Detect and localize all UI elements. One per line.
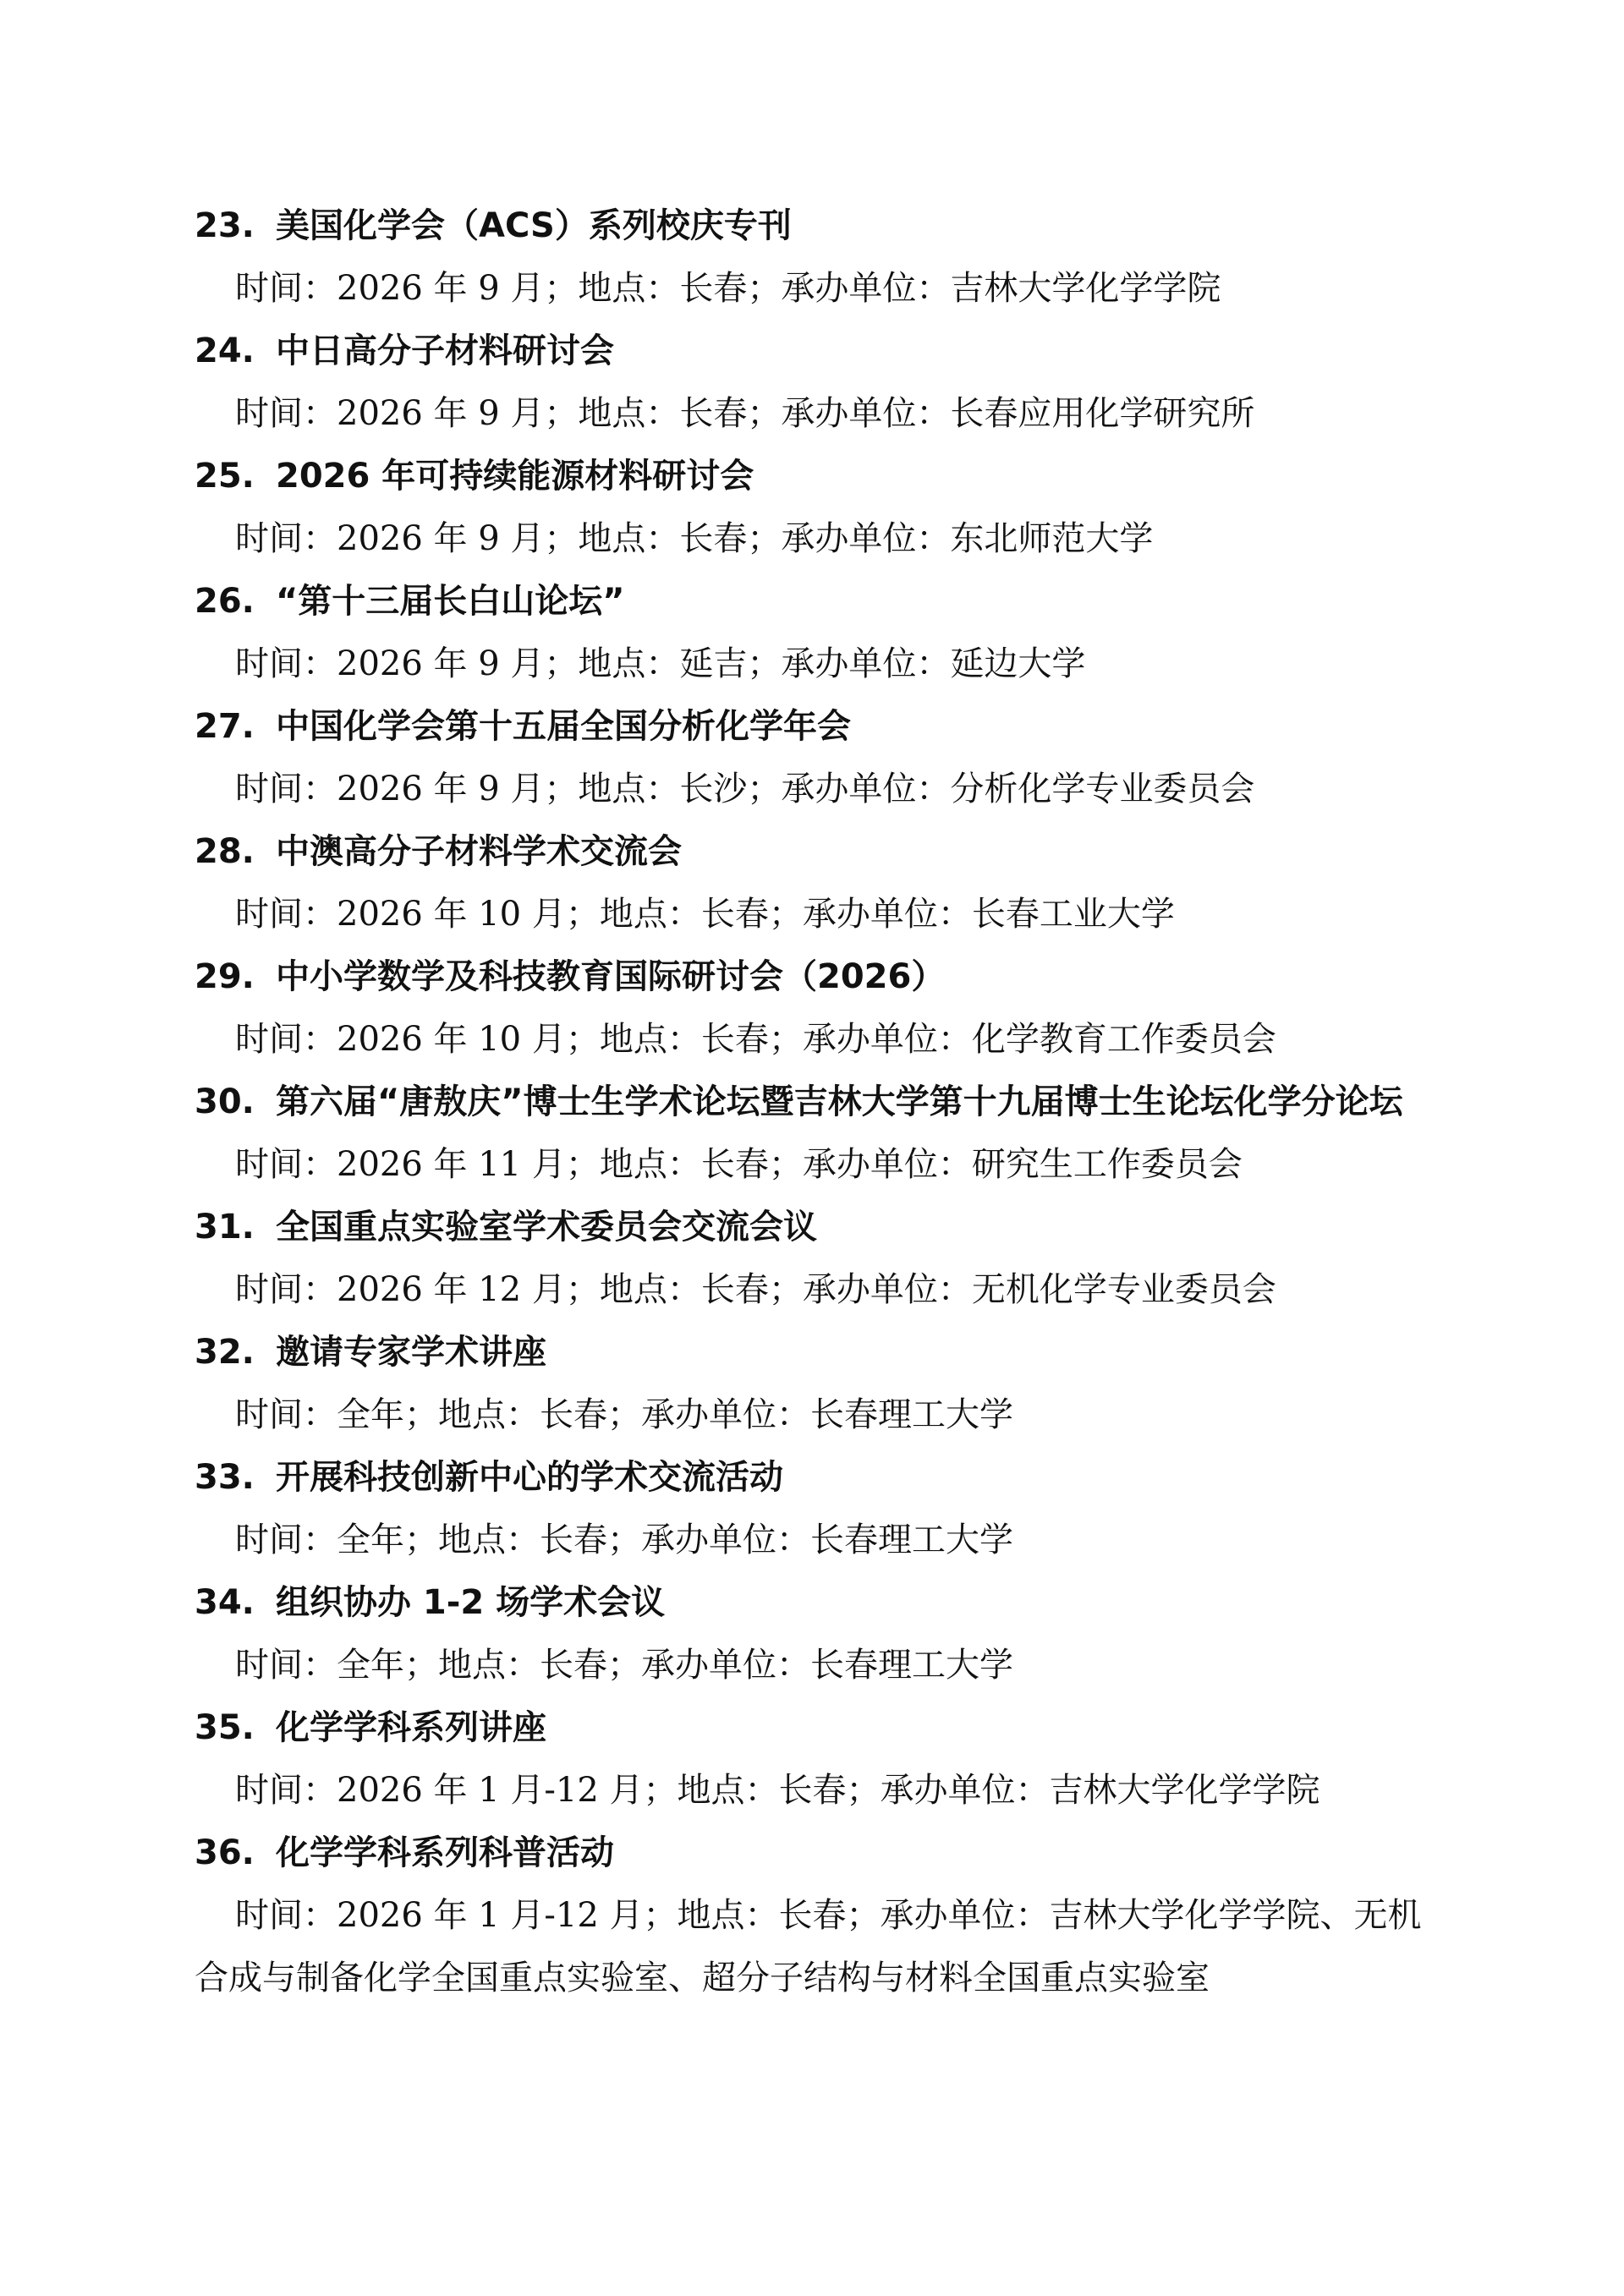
item-title-text: 第六届“唐敖庆”博士生学术论坛暨吉林大学第十九届博士生论坛化学分论坛	[276, 1082, 1403, 1121]
item-detail: 时间：全年；地点：长春；承办单位：长春理工大学	[235, 1521, 1013, 1559]
item-title-text: 中澳高分子材料学术交流会	[276, 832, 682, 871]
item-detail: 时间：2026 年 1 月-12 月；地点：长春；承办单位：吉林大学化学学院、无机合成与制备化学全国重点实验室、超分子结构与材料全国重点实验室	[195, 1896, 1422, 1997]
item-title	[195, 695, 1446, 758]
list-item	[195, 1571, 1446, 1696]
item-title-text: 2026 年可持续能源材料研讨会	[276, 457, 754, 496]
item-title	[195, 320, 1446, 382]
item-title	[195, 1071, 1446, 1133]
item-number: 33.	[195, 1458, 255, 1497]
item-title	[195, 820, 1446, 883]
list-item	[195, 1071, 1446, 1196]
item-number: 28.	[195, 832, 255, 871]
item-number: 32.	[195, 1333, 255, 1372]
item-number: 26.	[195, 582, 255, 621]
list-item	[195, 195, 1446, 320]
item-number: 30.	[195, 1082, 255, 1121]
item-title-text: 组织协办 1-2 场学术会议	[276, 1583, 666, 1622]
item-title	[195, 1822, 1446, 1884]
item-title-text: 化学学科系列科普活动	[276, 1833, 614, 1872]
item-title-text: 美国化学会（ACS）系列校庆专刊	[276, 206, 792, 245]
item-detail: 时间：全年；地点：长春；承办单位：长春理工大学	[235, 1395, 1013, 1434]
item-number: 23.	[195, 206, 255, 245]
item-number: 25.	[195, 457, 255, 496]
item-detail: 时间：2026 年 9 月；地点：长沙；承办单位：分析化学专业委员会	[235, 770, 1255, 808]
item-detail: 时间：2026 年 9 月；地点：长春；承办单位：吉林大学化学学院	[235, 269, 1221, 308]
item-number: 36.	[195, 1833, 255, 1872]
item-number: 31.	[195, 1208, 255, 1247]
item-title-text: “第十三届长白山论坛”	[276, 582, 625, 621]
item-detail: 时间：全年；地点：长春；承办单位：长春理工大学	[235, 1646, 1013, 1685]
item-title	[195, 1571, 1446, 1634]
item-title-text: 中日高分子材料研讨会	[276, 332, 614, 370]
item-title-text: 邀请专家学术讲座	[276, 1333, 546, 1372]
list-item	[195, 1196, 1446, 1321]
item-number: 24.	[195, 332, 255, 370]
document-body	[195, 195, 1446, 2009]
list-item	[195, 445, 1446, 570]
item-detail: 时间：2026 年 1 月-12 月；地点：长春；承办单位：吉林大学化学学院	[235, 1771, 1320, 1810]
item-title-text: 开展科技创新中心的学术交流活动	[276, 1458, 783, 1497]
item-title	[195, 1446, 1446, 1509]
item-number: 35.	[195, 1708, 255, 1747]
list-item	[195, 1446, 1446, 1571]
list-item	[195, 695, 1446, 820]
item-number: 29.	[195, 957, 255, 996]
item-title	[195, 195, 1446, 257]
item-detail: 时间：2026 年 11 月；地点：长春；承办单位：研究生工作委员会	[235, 1145, 1243, 1184]
list-item	[195, 320, 1446, 445]
item-title	[195, 945, 1446, 1008]
item-title	[195, 445, 1446, 507]
item-title	[195, 1321, 1446, 1384]
item-title-text: 中国化学会第十五届全国分析化学年会	[276, 707, 851, 746]
item-detail: 时间：2026 年 9 月；地点：长春；承办单位：东北师范大学	[235, 519, 1154, 558]
list-item	[195, 1321, 1446, 1446]
item-number: 27.	[195, 707, 255, 746]
item-number: 34.	[195, 1583, 255, 1622]
list-item	[195, 820, 1446, 945]
item-title-text: 全国重点实验室学术委员会交流会议	[276, 1208, 817, 1247]
item-title-text: 中小学数学及科技教育国际研讨会（2026）	[276, 957, 946, 996]
list-item	[195, 945, 1446, 1071]
list-item	[195, 1696, 1446, 1822]
list-item	[195, 1822, 1446, 2009]
item-detail: 时间：2026 年 12 月；地点：长春；承办单位：无机化学专业委员会	[235, 1270, 1276, 1309]
item-detail: 时间：2026 年 9 月；地点：长春；承办单位：长春应用化学研究所	[235, 394, 1255, 433]
item-detail: 时间：2026 年 10 月；地点：长春；承办单位：化学教育工作委员会	[235, 1020, 1276, 1059]
item-title	[195, 570, 1446, 633]
item-title-text: 化学学科系列讲座	[276, 1708, 546, 1747]
item-detail: 时间：2026 年 10 月；地点：长春；承办单位：长春工业大学	[235, 895, 1175, 934]
list-item	[195, 570, 1446, 695]
item-title	[195, 1696, 1446, 1759]
item-title	[195, 1196, 1446, 1258]
item-detail: 时间：2026 年 9 月；地点：延吉；承办单位：延边大学	[235, 644, 1086, 683]
